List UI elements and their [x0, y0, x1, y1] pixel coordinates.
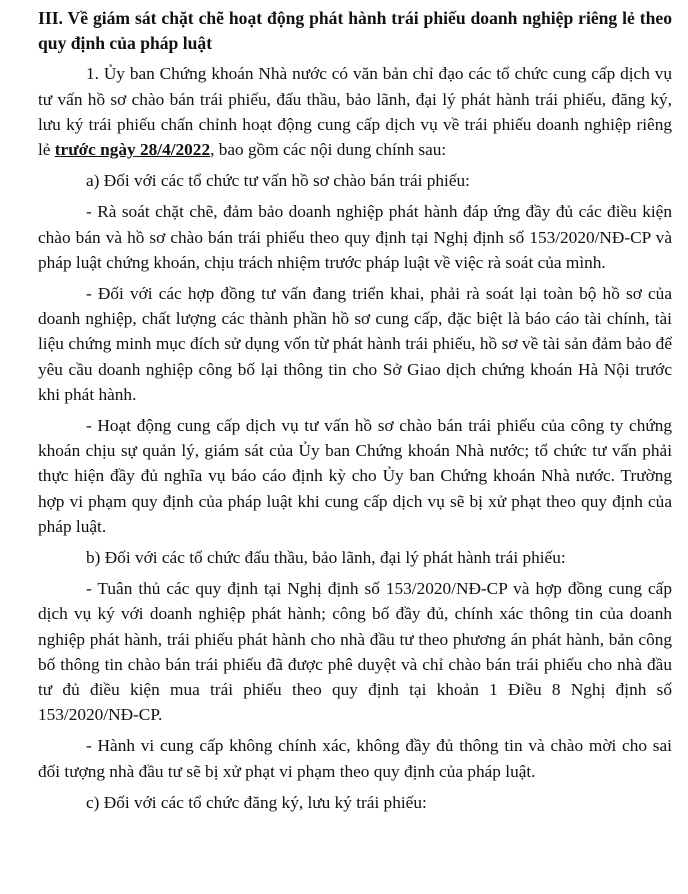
section-a-title: a) Đối với các tổ chức tư vấn hồ sơ chào bán trái phiếu:: [86, 171, 470, 191]
section-a-bullet-3: - Hoạt động cung cấp dịch vụ tư vấn hồ sơ chào bán trái phiếu của công ty chứng khoán chịu sự quản lý, giám sát của Ủy ban Chứng khoán Nhà nước; tổ chức tư vấn phải thực hiện đầy đủ nghĩa vụ báo cáo định kỳ cho Ủy ban Chứng khoán Nhà nước. Trường hợp vi phạm quy định của pháp luật khi cung cấp dịch vụ sẽ bị xử phạt theo quy định của pháp luật.: [38, 416, 672, 536]
section-a-bullet-2: - Đối với các hợp đồng tư vấn đang triển khai, phải rà soát lại toàn bộ hồ sơ của doanh nghiệp, chất lượng các thành phần hồ sơ cung cấp, đặc biệt là báo cáo tài chính, tài liệu chứng minh mục đích sử dụng vốn từ phát hành trái phiếu, hồ sơ về tài sản đảm bảo để yêu cầu doanh nghiệp công bố lại thông tin cho Sở Giao dịch chứng khoán Hà Nội trước khi phát hành.: [38, 284, 672, 404]
paragraph-1-tail: , bao gồm các nội dung chính sau:: [210, 140, 447, 160]
paragraph-1: [38, 61, 672, 162]
section-heading: III. Về giám sát chặt chẽ hoạt động phát hành trái phiếu doanh nghiệp riêng lẻ theo quy định của pháp luật: [38, 8, 672, 54]
section-a-bullet-1: - Rà soát chặt chẽ, đảm bảo doanh nghiệp phát hành đáp ứng đầy đủ các điều kiện chào bán và hồ sơ chào bán trái phiếu theo quy định tại Nghị định số 153/2020/NĐ-CP và pháp luật chứng khoán, chịu trách nhiệm trước pháp luật về việc rà soát của mình.: [38, 202, 672, 272]
section-c-title: c) Đối với các tổ chức đăng ký, lưu ký trái phiếu:: [86, 792, 427, 812]
section-b-bullet-1: - Tuân thủ các quy định tại Nghị định số 153/2020/NĐ-CP và hợp đồng cung cấp dịch vụ ký với doanh nghiệp phát hành; công bố đầy đủ, chính xác thông tin của doanh nghiệp phát hành, trái phiếu phát hành cho nhà đầu tư theo phương án phát hành, bản công bố thông tin chào bán trái phiếu đã được phê duyệt và chỉ chào bán trái phiếu cho nhà đầu tư đủ điều kiện mua trái phiếu theo quy định tại khoản 1 Điều 8 Nghị định số 153/2020/NĐ-CP.: [38, 579, 672, 725]
paragraph-1-text: 1. Ủy ban Chứng khoán Nhà nước có văn bản chỉ đạo các tổ chức cung cấp dịch vụ tư vấn hồ sơ chào bán trái phiếu, đấu thầu, bảo lãnh, đại lý phát hành trái phiếu, đăng ký, lưu ký trái phiếu chấn chỉnh hoạt động cung cấp dịch vụ về trái phiếu doanh nghiệp riêng lẻ: [38, 64, 672, 160]
section-b-title: b) Đối với các tổ chức đấu thầu, bảo lãnh, đại lý phát hành trái phiếu:: [86, 548, 566, 568]
section-b-bullet-2: - Hành vi cung cấp không chính xác, không đầy đủ thông tin và chào mời cho sai đối tượng nhà đầu tư sẽ bị xử phạt vi phạm theo quy định của pháp luật.: [38, 736, 672, 781]
deadline-date: trước ngày 28/4/2022: [54, 140, 211, 160]
